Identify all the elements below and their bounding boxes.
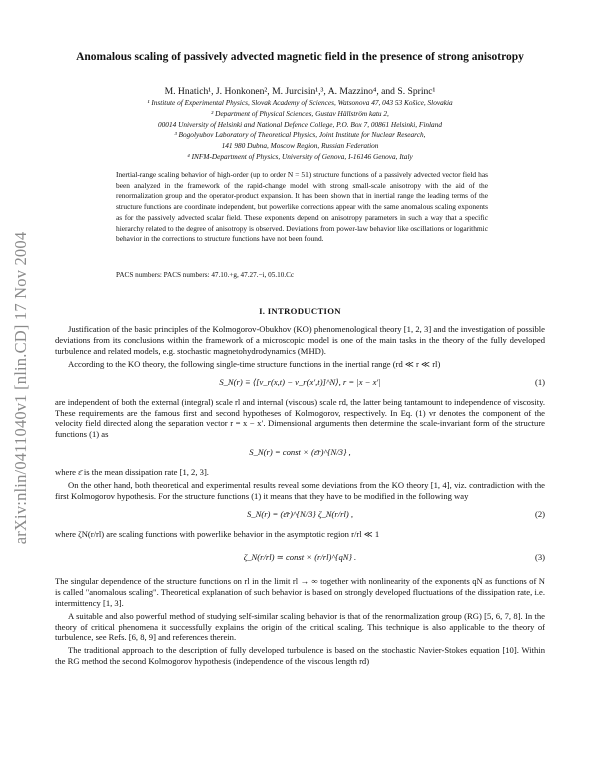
pacs-numbers: PACS numbers: PACS numbers: 47.10.+g, 47.27.−i, 05.10.Cc [116,271,295,279]
equation-1 [55,373,545,394]
affiliation-line: 00014 University of Helsinki and National Defence College, P.O. Box 7, 00861 Helsinki, Finland [158,119,442,129]
section-heading: I. INTRODUCTION [259,306,341,316]
affiliation-line: 141 980 Dubna, Moscow Region, Russian Federation [221,141,379,151]
paragraph: where ε̄ is the mean dissipation rate [1, 2, 3]. [55,467,209,478]
affiliation-line: ² Department of Physical Sciences, Gustav Hällström katu 2, [211,108,389,118]
arxiv-identifier-sidebar [6,178,36,598]
equation-3 [55,543,545,573]
affiliations [60,98,540,163]
affiliation-line: ⁴ INFM-Department of Physics, University of Genova, I-16146 Genova, Italy [187,151,413,161]
equation-number: (2) [534,508,545,519]
equation-content: S_N(r) ≡ ⟨[v_r(x,t) − v_r(x′,t)]^N⟩, r = |x − x′| [219,376,381,387]
abstract: Inertial-range scaling behavior of high-order (up to order N = 51) structure functions of a passively advected vector field has been analyzed in the framework of the rapid-change model with strong small-scale anisotropy with the aid of the renormalization group and the operator-product expansion. It has been shown that in inertial range the leading terms of the structure functions are coordinate independent, but powerlike corrections appear with the same anomalous scaling exponents as for the passively advected scalar field. These exponents depend on anisotropy parameters in such a way that a specific hierarchy related to the degree of anisotropy is observed. Deviations from power-law behavior like oscillations or logarithmic behavior in the corrections to structure functions have not been found. [116,170,488,244]
paper-title: Anomalous scaling of passively advected magnetic field in the presence of strong anisotropy [76,51,524,63]
paragraph: The traditional approach to the description of fully developed turbulence is based on the stochastic Navier-Stokes equation [10]. Within the RG method the second Kolmogorov hypothesis (independence of the viscous length rd) [55,645,545,667]
equation-number: (1) [534,376,545,387]
paragraph: where ζN(r/rl) are scaling functions with powerlike behavior in the asymptotic region r/rl ≪ 1 [55,528,380,539]
equation-content: S_N(r) = const × (ε̄r)^{N/3} , [249,447,351,458]
paragraph: According to the KO theory, the following single-time structure functions in the inertial range (rd ≪ r ≪ rl) [68,358,441,369]
affiliation-line: ¹ Institute of Experimental Physics, Slovak Academy of Sciences, Watsonova 47, 043 53 Košice, Slovakia [147,98,453,107]
paragraph: On the other hand, both theoretical and experimental results reveal some deviations from the KO theory [1, 4], viz. contradiction with the first Kolmogorov hypothesis. For the structure functions (1) it means that they have to be modified in the following way [55,480,545,502]
equation-number: (3) [534,551,545,562]
author-list: M. Hnatich¹, J. Honkonen², M. Jurcisin¹,³, A. Mazzino⁴, and S. Sprinc¹ [164,86,436,97]
arxiv-identifier: arXiv:nlin/0411040v1 [nlin.CD] 17 Nov 2004 [11,231,30,545]
paragraph: A suitable and also powerful method of studying self-similar scaling behavior is that of the renormalization group (RG) [5, 6, 7, 8]. In the theory of critical phenomena it successfully explains the origin of the critical scaling. This technique is also applicable to the theory of turbulence, see Refs. [6, 8, 9] and references therein. [55,610,545,643]
paragraph: The singular dependence of the structure functions on rl in the limit rl → ∞ together with nonlinearity of the exponents qN as functions of N is called "anomalous scaling". Theoretical explanation of such behavior is based on strongly developed fluctuations of the dissipation rate, i.e. intermittency [1, 3]. [55,575,545,608]
equation-dimensional [55,443,545,464]
body-text [55,324,545,669]
paragraph: Justification of the basic principles of the Kolmogorov-Obukhov (KO) phenomenological theory [1, 2, 3] and the investigation of possible deviations from its conclusions within the framework of a microscopic model is one of the main tasks in the theory of the fully developed turbulence and related models, e.g. stochastic magnetohydrodynamics (MHD). [55,324,545,356]
paragraph: are independent of both the external (integral) scale rl and internal (viscous) scale rd, the latter being tantamount to independence of viscosity. These requirements are the famous first and second hypotheses of Kolmogorov, respectively. In Eq. (1) vr denotes the component of the velocity field directed along the separation vector r = x − x′. Dimensional arguments then determine the scale-invariant form of the structure functions (1) as [55,396,545,440]
affiliation-line: ³ Bogolyubov Laboratory of Theoretical Physics, Joint Institute for Nuclear Research, [174,130,426,140]
equation-content: S_N(r) = (ε̄r)^{N/3} ζ_N(r/rl) , [247,508,353,519]
equation-2 [55,505,545,526]
equation-content: ζ_N(r/rl) ≃ const × (r/rl)^{qN} . [243,551,357,562]
